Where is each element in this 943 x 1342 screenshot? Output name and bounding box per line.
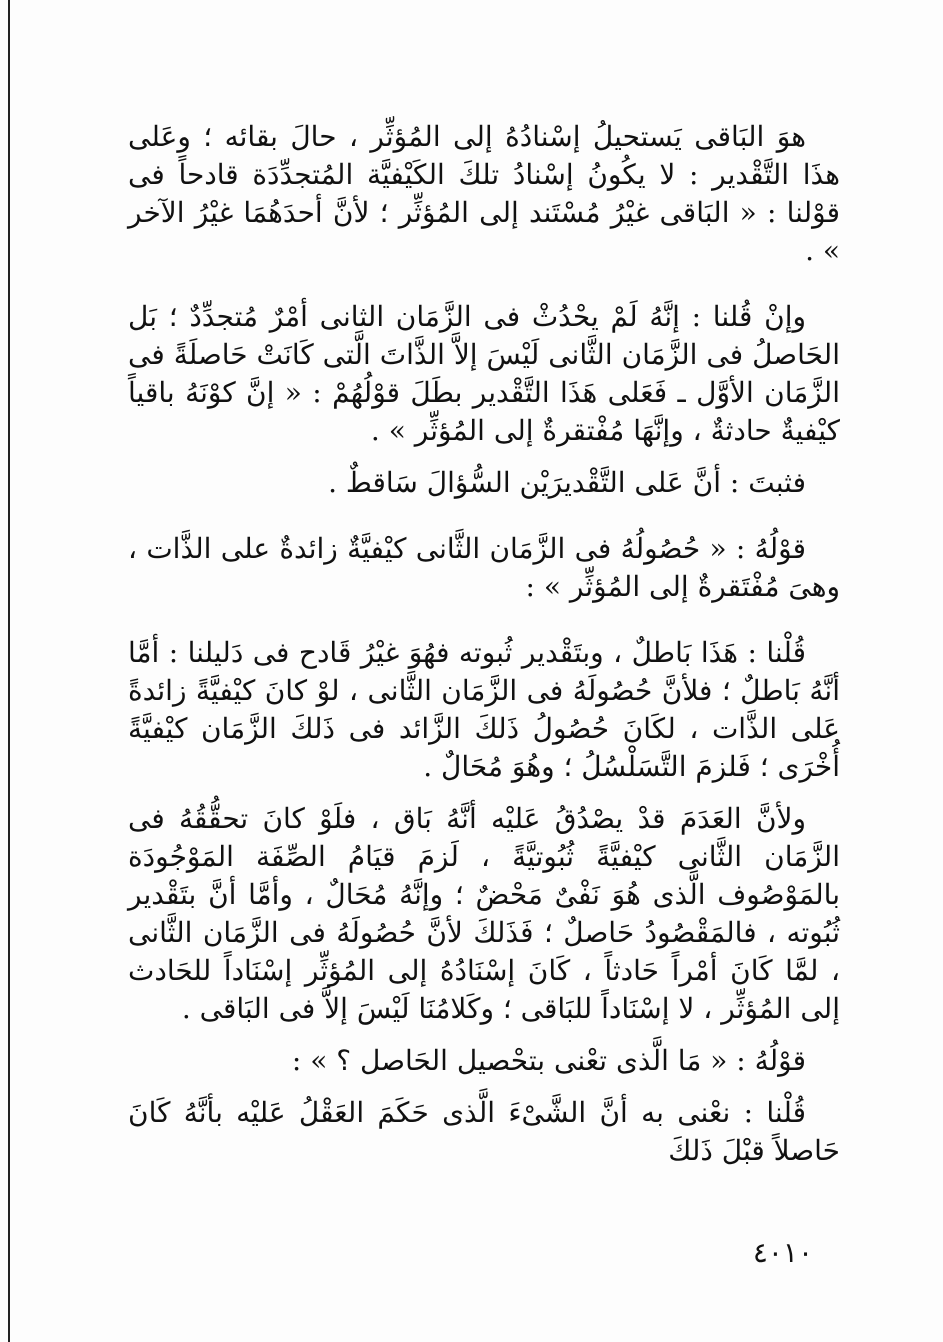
- paragraph-6: ولأنَّ العَدَمَ قدْ يصْدُقُ عَليْه أنَّهُ بَاق ، فلَوْ كانَ تحقُّقُهُ فى الزَّمَان الثَّانى كيْفيَّةً ثُبُوتيَّةً ، لَزمَ قيَامُ الصِّفَة المَوْجُودَة بالمَوْصُوف الَّذى هُوَ نَفْىٌ مَحْضٌ ؛ وإنَّهُ مُحَالٌ ، وأمَّا أنَّ بتَقْدير ثُبُوته ، فالمَقْصُودُ حَاصلٌ ؛ فَذَلكَ لأنَّ حُصُولَهُ فى الزَّمَان الثَّانى ، لمَّا كَانَ أمْراً حَادثاً ، كَانَ إسْنَادُهُ إلى المُؤثِّر إسْنَاداً للحَادث إلى المُؤثِّر ، لا إسْنَاداً للبَاقى ؛ وكَلامُنَا لَيْسَ إلاَّ فى البَاقى .: [128, 802, 840, 1025]
- page-number: ٤٠١٠: [752, 1236, 813, 1269]
- paragraph-7: قوْلُهُ : « مَا الَّذى تعْنى بتحْصيل الحَاصل ؟ » :: [291, 1044, 806, 1077]
- paragraph-5: قُلْنا : هَذَا بَاطلٌ ، وبتَقْدير ثُبوته فهُوَ غيْرُ قَادح فى دَليلنا : أمَّا أنَّهُ بَاطلٌ ؛ فلأنَّ حُصُولَهُ فى الزَّمَان الثَّانى ، لوْ كانَ كيْفيَّةً زائدةً عَلى الذَّات ، لكَانَ حُصُولُ ذَلكَ الزَّائد فى ذَلكَ الزَّمَان كيْفيَّةً أُخْرَى ؛ فَلزمَ التَّسَلْسُلُ ؛ وهُوَ مُحَالٌ .: [128, 636, 840, 783]
- body-text: [128, 118, 840, 1198]
- paragraph-1: هوَ البَاقى يَستحيلُ إسْنادُهُ إلى المُؤثِّر ، حالَ بقائه ؛ وعَلى هذَا التَّقْدير : لا يكُونُ إسْنادُ تلكَ الكَيْفيَّة المُتجدِّدَة قادحاً فى قوْلنا : « البَاقى غيْرُ مُسْتَند إلى المُؤثِّر ؛ لأنَّ أحدَهُمَا غيْرُ الآخر » .: [128, 120, 840, 267]
- paragraph-4: قوْلُهُ : « حُصُولُهُ فى الزَّمَان الثَّانى كيْفيَّةٌ زائدةٌ على الذَّات ، وهىَ مُفْتَقرةٌ إلى المُؤثِّر » :: [128, 532, 840, 603]
- paragraph-8: قُلْنا : نعْنى به أنَّ الشَّىْءَ الَّذى حَكَمَ العَقْلُ عَليْه بأنَّهُ كَانَ حَاصلاً قبْلَ ذَلكَ: [128, 1096, 840, 1167]
- paragraph-2: وإنْ قُلنا : إنَّهُ لَمْ يحْدُثْ فى الزَّمَان الثانى أمْرٌ مُتجدِّدٌ ؛ بَل الحَاصلُ فى الزَّمَان الثَّانى لَيْسَ إلاَّ الذَّاتَ الَّتى كَانَتْ حَاصلَةً فى الزَّمَان الأوَّل ـ فَعَلى هَذَا التَّقْدير بطَلَ قوْلُهُمْ : « إنَّ كوْنَهُ باقياً كيْفيةٌ حادثةٌ ، وإنَّهَا مُفْتقرةٌ إلى المُؤثِّر » .: [128, 300, 840, 447]
- paragraph-3: فثبتَ : أنَّ عَلى التَّقْديرَيْن السُّؤالَ سَاقطٌ .: [328, 466, 806, 499]
- scan-edge-line: [8, 0, 10, 1342]
